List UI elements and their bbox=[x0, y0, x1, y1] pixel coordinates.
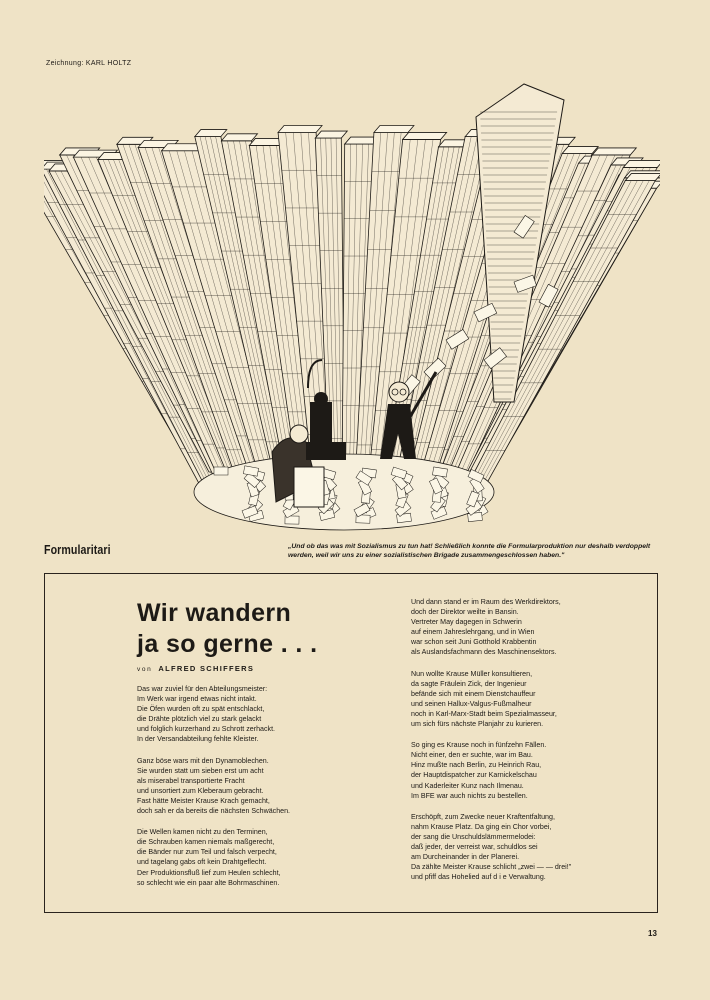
poem-line: Fast hätte Meister Krause Krach gemacht, bbox=[137, 796, 270, 805]
poem-title-line-1: Wir wandern bbox=[137, 599, 292, 627]
poem-line: Die Wellen kamen nicht zu den Terminen, bbox=[137, 828, 268, 837]
poem-line: und pfiff das Hohelied auf d i e Verwaltung. bbox=[411, 873, 546, 882]
poem-title bbox=[137, 598, 357, 660]
poem-line: Da zählte Meister Krause schlicht „zwei — — drei!" bbox=[411, 863, 572, 872]
poem-byline bbox=[137, 664, 254, 673]
poem-line: Erschöpft, zum Zwecke neuer Kraftentfaltung, bbox=[411, 812, 555, 821]
poem-line: Hinz mußte nach Berlin, zu Heinrich Rau, bbox=[411, 761, 542, 770]
poem-line: um sich fürs nächste Planjahr zu kurieren. bbox=[411, 720, 544, 729]
poem-line: Die Öfen wurden oft zu spät entschlackt, bbox=[137, 705, 265, 714]
poem-line: und tagelang gabs oft kein Drahtgeflecht. bbox=[137, 858, 267, 867]
poem-line: Nicht einer, den er suchte, war im Bau. bbox=[411, 751, 533, 760]
poem-line: doch sah er da bereits die nächsten Schwächen. bbox=[137, 807, 291, 816]
poem-line: Vertreter May dagegen in Schwerin bbox=[411, 618, 522, 627]
poem-line: doch der Direktor weilte in Bansin. bbox=[411, 608, 519, 617]
poem-line: so schlecht wie ein paar alte Bohrmaschinen. bbox=[137, 878, 280, 887]
poem-line: Und dann stand er im Raum des Werkdirektors, bbox=[411, 598, 561, 606]
poem-line: und unsortiert zum Kleberaum gebracht. bbox=[137, 786, 264, 795]
poem-stanza bbox=[411, 597, 641, 658]
poem-line: war schon seit Juni Gotthold Krabbentin bbox=[411, 638, 537, 647]
poem-line: auf einem Jahreslehrgang, und in Wien bbox=[411, 628, 535, 637]
poem-line: Das war zuviel für den Abteilungsmeister: bbox=[137, 685, 268, 693]
poem-line: nahm Krause Platz. Da ging ein Chor vorbei, bbox=[411, 822, 552, 831]
poem-line: Sie wurden statt um sieben erst um acht bbox=[137, 766, 264, 775]
cartoon-caption: „Und ob das was mit Sozialismus zu tun hat! Schließlich konnte die Formularproduktion nur deshalb verdoppelt werden, weil wir uns zu einer sozialistischen Brigade zusammengeschlossen haben." bbox=[288, 543, 651, 559]
poem-stanza bbox=[137, 756, 367, 817]
poem-line: So ging es Krause noch in fünfzehn Fällen. bbox=[411, 741, 547, 750]
poem-line: noch in Karl-Marx-Stadt beim Spezialmasseur, bbox=[411, 709, 557, 718]
poem-line: Ganz böse wars mit den Dynamoblechen. bbox=[137, 756, 269, 765]
poem-box bbox=[44, 573, 658, 913]
poem-line: Der Produktionsfluß lief zum Heulen schlecht, bbox=[137, 868, 281, 877]
poem-column-right bbox=[411, 597, 641, 893]
poem-line: am Durcheinander in der Planerei. bbox=[411, 853, 520, 862]
poem-title-line-2: ja so gerne . . . bbox=[137, 630, 318, 658]
poem-line: befände sich mit einem Dienstchauffeur bbox=[411, 689, 536, 698]
illustration-credit: Zeichnung: KARL HOLTZ bbox=[46, 60, 132, 67]
poem-stanza bbox=[411, 812, 641, 883]
poem-stanza bbox=[137, 827, 367, 888]
paper-stacks-drawing bbox=[44, 72, 660, 537]
poem-line: Im Werk war irgend etwas nicht intakt. bbox=[137, 695, 257, 704]
poem-line: da sagte Fräulein Zick, der Ingenieur bbox=[411, 679, 527, 688]
poem-line: Im BFE war auch nichts zu bestellen. bbox=[411, 791, 528, 800]
author-name: ALFRED SCHIFFERS bbox=[158, 664, 255, 673]
poem-line: In der Versandabteilung fehlte Kleister. bbox=[137, 735, 259, 744]
poem-line: die Drähte plötzlich viel zu stark gelackt bbox=[137, 715, 262, 724]
poem-line: der sang die Unschuldslämmermelodei: bbox=[411, 832, 536, 841]
page-number: 13 bbox=[648, 929, 657, 938]
poem-line: als Auslandsfachmann des Maschinensektors. bbox=[411, 648, 557, 657]
poem-line: als miserabel transportierte Fracht bbox=[137, 776, 245, 785]
poem-line: und Kaderleiter Kunz nach Ilmenau. bbox=[411, 781, 524, 790]
poem-stanza bbox=[411, 669, 641, 730]
cartoon-illustration bbox=[44, 72, 660, 537]
poem-line: Nun wollte Krause Müller konsultieren, bbox=[411, 669, 533, 678]
poem-line: die Schrauben kamen niemals maßgerecht, bbox=[137, 838, 275, 847]
byline-prefix: von bbox=[137, 666, 153, 673]
poem-line: die Bänder nur zum Teil und falsch verpecht, bbox=[137, 848, 277, 857]
poem-line: daß jeder, der verreist war, schuldlos sei bbox=[411, 842, 538, 851]
poem-line: und folglich kurzerhand zu Schrott zerhackt. bbox=[137, 725, 276, 734]
poem-stanza bbox=[411, 740, 641, 801]
cartoon-title: Formularitari bbox=[44, 543, 111, 557]
poem-column-left bbox=[137, 684, 367, 899]
poem-line: und seinen Hallux-Valgus-Fußmalheur bbox=[411, 699, 532, 708]
poem-line: der Hauptdispatcher zur Karnickelschau bbox=[411, 771, 537, 780]
poem-stanza bbox=[137, 684, 367, 745]
